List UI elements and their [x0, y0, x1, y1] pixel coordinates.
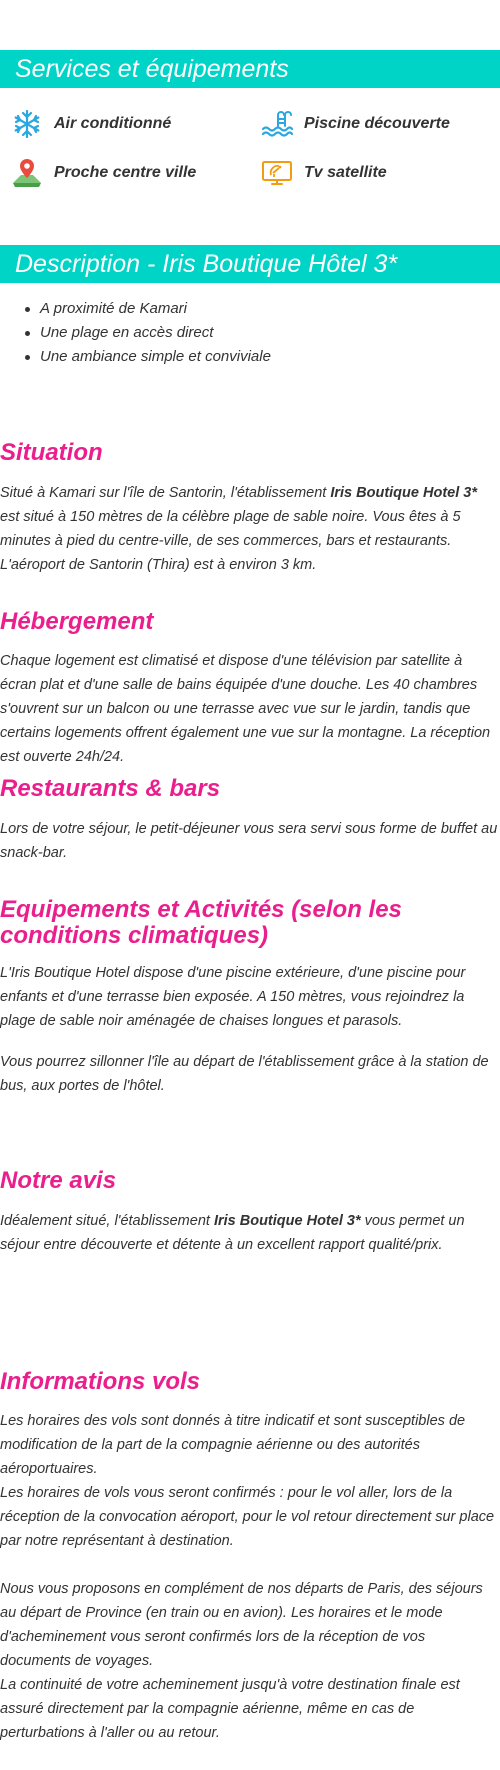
hotel-name: Iris Boutique Hotel 3*: [213, 1213, 361, 1229]
situation-title: Situation: [0, 439, 103, 466]
service-label: Air conditionné: [54, 115, 172, 132]
equipements-title: Equipements et Activités (selon les conditions climatiques): [0, 896, 402, 949]
description-bullet-list: [25, 297, 271, 369]
service-pool: [260, 107, 450, 141]
avis-title: Notre avis: [0, 1167, 117, 1194]
situation-text: Situé à Kamari sur l'île de Santorin, l'établissement Iris Boutique Hotel 3* est situé à 150 mètres de la célèbre plage de sable noire. Vous êtes à 5 minutes à pied du centre-ville, de ses commerces, bars et restaurants. L'aéroport de Santorin (Thira) est à environ 3 km.: [0, 485, 477, 573]
equipements-text-2: Vous pourrez sillonner l'île au départ de l'établissement grâce à la station de bus, aux portes de l'hôtel.: [0, 1054, 489, 1094]
service-label: Proche centre ville: [54, 164, 197, 181]
restaurants-text: Lors de votre séjour, le petit-déjeuner vous sera servi sous forme de buffet au snack-bar.: [0, 821, 498, 861]
vols-text-1: Les horaires des vols sont donnés à titre indicatif et sont susceptibles de modification de la part de la compagnie aérienne ou des autorités aéroportuaires.: [0, 1413, 466, 1477]
restaurants-title: Restaurants & bars: [0, 775, 221, 802]
vols-text-3: Nous vous proposons en complément de nos départs de Paris, des séjours au départ de Province (en train ou en avion). Les horaires et le mode d'acheminement vous seront confirmés lors de la réception de vos documents de voyages.: [0, 1581, 483, 1669]
service-label: Tv satellite: [304, 164, 387, 181]
snowflake-icon: [10, 107, 44, 141]
list-item: Une ambiance simple et conviviale: [25, 345, 271, 369]
pool-icon: [260, 107, 294, 141]
list-item: A proximité de Kamari: [25, 297, 271, 321]
satellite-tv-icon: [260, 156, 294, 190]
vols-title: Informations vols: [0, 1368, 201, 1395]
service-satellite-tv: [260, 156, 387, 190]
hebergement-title: Hébergement: [0, 608, 154, 635]
service-label: Piscine découverte: [304, 115, 450, 132]
avis-text: Idéalement situé, l'établissement Iris Boutique Hotel 3* vous permet un séjour entre découverte et détente à un excellent rapport qualité/prix.: [0, 1213, 465, 1253]
vols-text-2: Les horaires de vols vous seront confirmés : pour le vol aller, lors de la réception de la convocation aéroport, pour le vol retour directement sur place par notre représentant à destination.: [0, 1485, 495, 1549]
service-air-conditioning: [10, 107, 171, 141]
list-item: Une plage en accès direct: [25, 321, 271, 345]
hebergement-text: Chaque logement est climatisé et dispose d'une télévision par satellite à écran plat et d'une salle de bains équipée d'une douche. Les 40 chambres s'ouvrent sur un balcon ou une terrasse avec vue sur le jardin, tandis que certains logements offrent également une vue sur la montagne. La réception est ouverte 24h/24.: [0, 653, 491, 765]
description-header: Description - Iris Boutique Hôtel 3*: [0, 245, 500, 283]
map-pin-icon: [10, 156, 44, 190]
services-header: Services et équipements: [0, 50, 500, 88]
vols-text-4: La continuité de votre acheminement jusqu'à votre destination finale est assuré directement par la compagnie aérienne, même en cas de perturbations à l'aller ou au retour.: [0, 1677, 460, 1741]
equipements-text-1: L'Iris Boutique Hotel dispose d'une piscine extérieure, d'une piscine pour enfants et d'une terrasse bien exposée. A 150 mètres, vous rejoindrez la plage de sable noir aménagée de chaises longues et parasols.: [0, 965, 466, 1029]
hotel-name: Iris Boutique Hotel 3*: [330, 485, 477, 501]
service-city-center: [10, 156, 196, 190]
